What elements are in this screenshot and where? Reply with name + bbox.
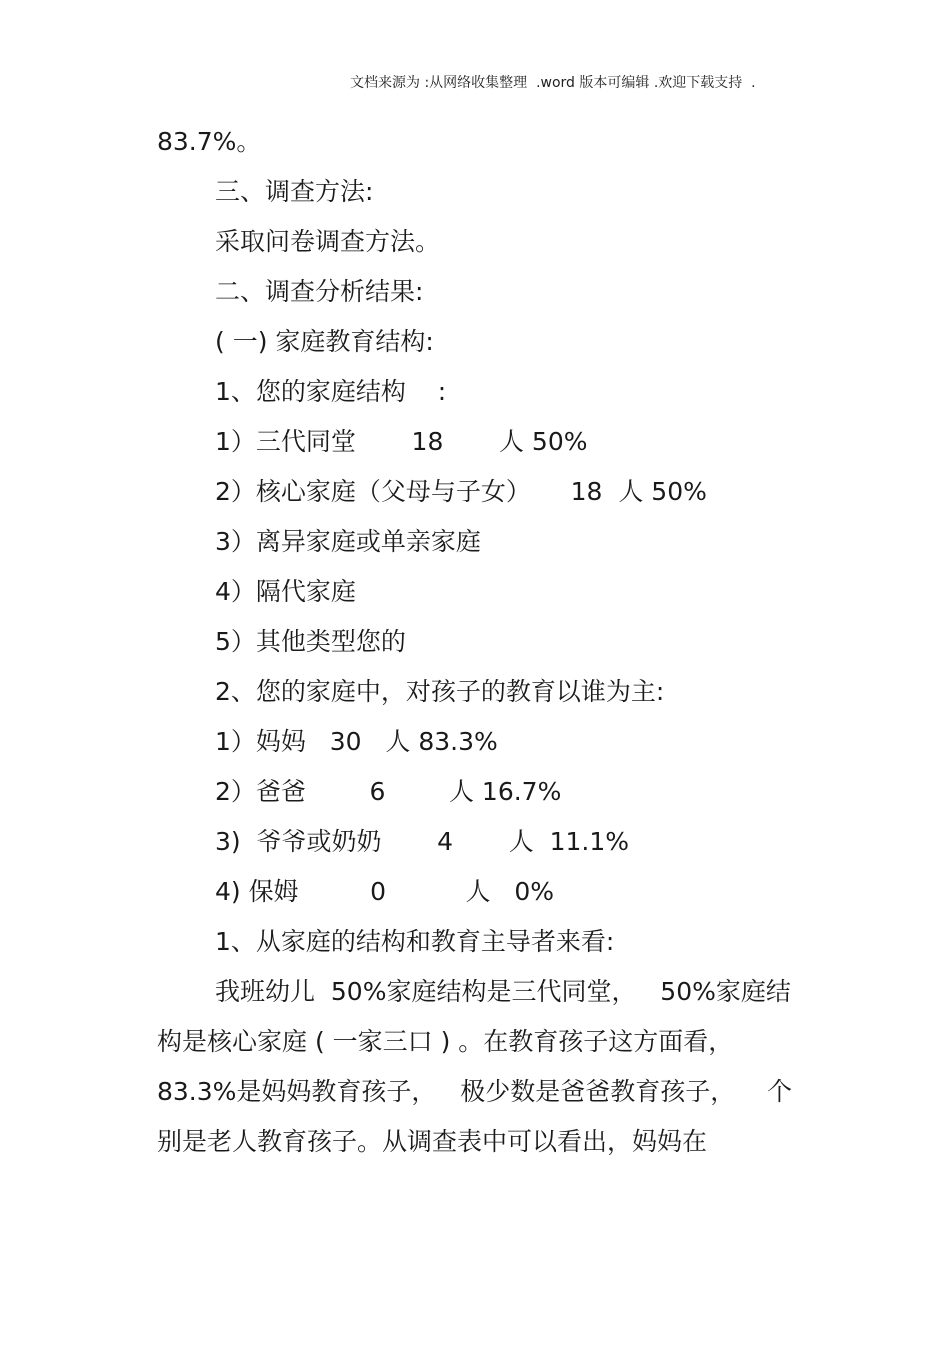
answer-1-2: 2）核心家庭（父母与子女） 18 人 50% [215, 477, 707, 506]
text-line-3: 采取问卷调查方法。 [215, 227, 441, 256]
answer-1-1: 1）三代同堂 18 人 50% [215, 427, 588, 456]
answer-1-4: 4）隔代家庭 [215, 577, 356, 606]
paragraph-line-2: 构是核心家庭 ( 一家三口 ) 。在教育孩子这方面看， [157, 1027, 734, 1056]
answer-2-3: 3) 爷爷或奶奶 4 人 11.1% [215, 827, 630, 856]
answer-2-1: 1）妈妈 30 人 83.3% [215, 727, 498, 756]
answer-1-3: 3）离异家庭或单亲家庭 [215, 527, 481, 556]
paragraph-line-4: 别是老人教育孩子。从调查表中可以看出，妈妈在 [157, 1127, 708, 1156]
answer-2-2: 2）爸爸 6 人 16.7% [215, 777, 562, 806]
answer-2-4: 4) 保姆 0 人 0% [215, 877, 555, 906]
question-2: 2、您的家庭中，对孩子的教育以谁为主: [215, 677, 665, 706]
text-line-1: 83.7%。 [157, 127, 262, 156]
section-heading-results: 二、调查分析结果: [215, 277, 424, 306]
paragraph-line-3: 83.3%是妈妈教育孩子， 极少数是爸爸教育孩子， 个 [157, 1077, 793, 1106]
question-1: 1、您的家庭结构 : [215, 377, 447, 406]
paragraph-line-1: 我班幼儿 50%家庭结构是三代同堂， 50%家庭结 [215, 977, 791, 1006]
page-header: 文档来源为 :从网络收集整理 .word 版本可编辑 .欢迎下载支持 . [350, 75, 756, 91]
section-heading-method: 三、调查方法: [215, 177, 374, 206]
answer-1-5: 5）其他类型您的 [215, 627, 406, 656]
analysis-heading: 1、从家庭的结构和教育主导者来看: [215, 927, 615, 956]
subsection-heading-family-structure: ( 一) 家庭教育结构: [215, 327, 434, 356]
